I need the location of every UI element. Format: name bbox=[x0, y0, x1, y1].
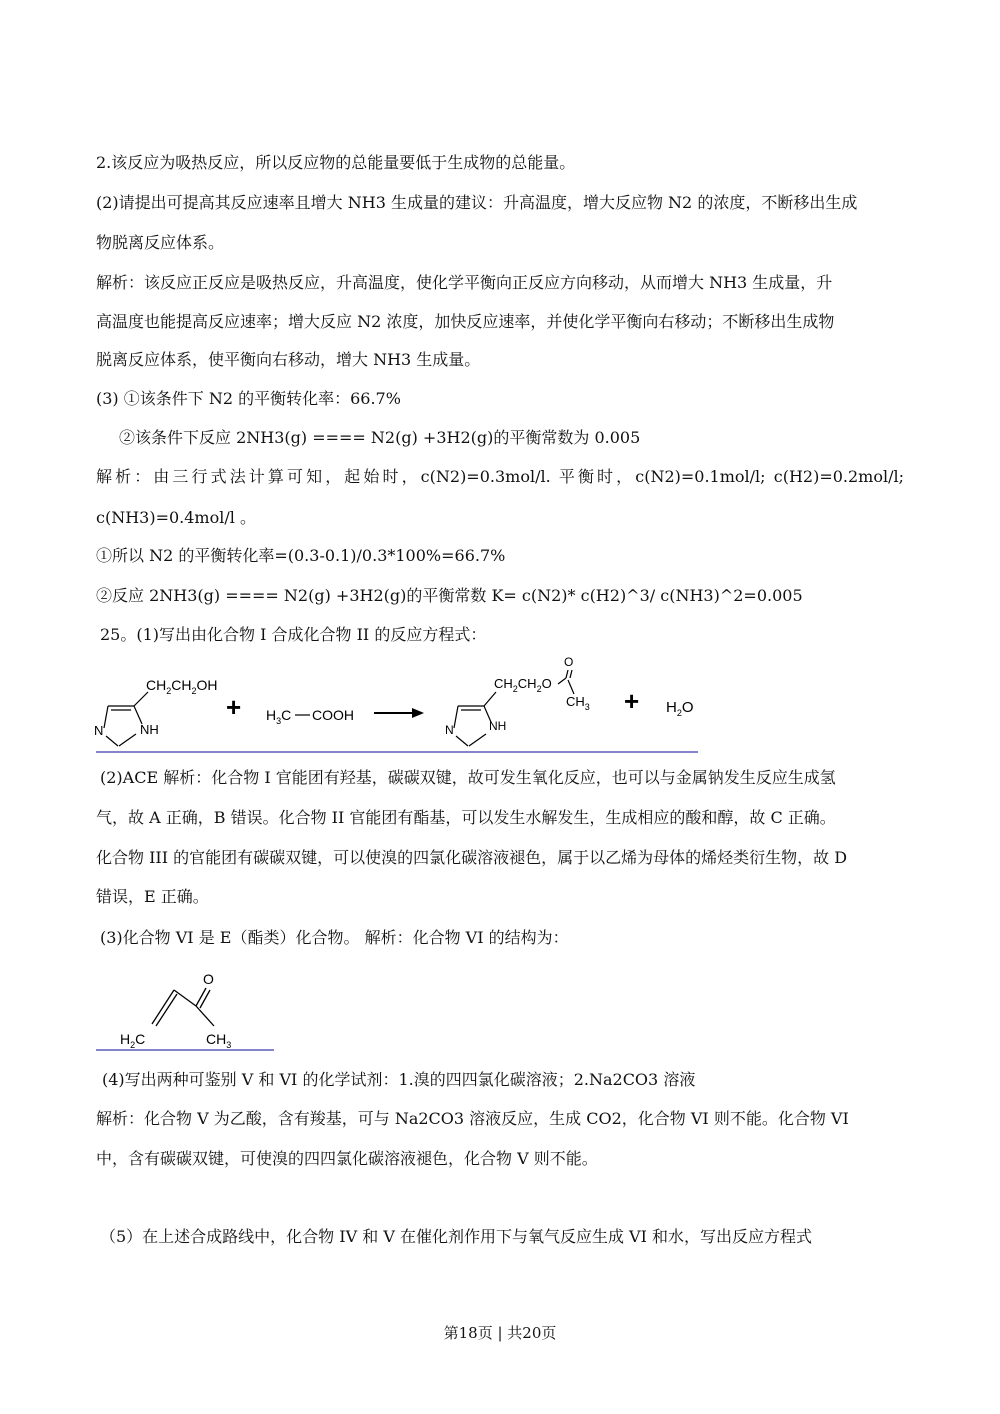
cooh-group: COOH bbox=[312, 707, 354, 723]
text-line: 错误，E 正确。 bbox=[96, 887, 209, 906]
plus-sign: + bbox=[624, 686, 640, 716]
water: $H_2O$ bbox=[666, 699, 694, 718]
ring-nh-label: NH bbox=[140, 722, 159, 737]
text-line: （5）在上述合成路线中，化合物 IV 和 V 在催化剂作用下与氧气反应生成 VI 和水，写出反应方程式 bbox=[100, 1227, 813, 1246]
carbonyl-oxygen: O bbox=[564, 655, 574, 669]
text-line: 解析：化合物 V 为乙酸，含有羧基，可与 Na2CO3 溶液反应，生成 CO2，化合物 VI 则不能。化合物 VI bbox=[96, 1109, 849, 1128]
imidazole-ring bbox=[104, 692, 148, 746]
ester-carbonyl-bonds bbox=[558, 670, 574, 694]
text-line: 解析：由三行式法计算可知，起始时，c(N2)=0.3mol/l. 平衡时，c(N2)=0.1mol/l; c(H2)=0.2mol/l; bbox=[96, 467, 904, 486]
text-line: 气，故 A 正确，B 错误。化合物 II 官能团有酯基，可以发生水解发生，生成相应的酸和醇，故 C 正确。 bbox=[96, 808, 836, 827]
ester-chain: $CH_2CH_2O$ bbox=[494, 676, 552, 694]
text-line: (4)写出两种可鉴别 V 和 VI 的化学试剂：1.溴的四四氯化碳溶液；2.Na2CO3 溶液 bbox=[102, 1070, 696, 1089]
acetic-acid: $H_3C$ bbox=[266, 707, 292, 726]
text-line: 2.该反应为吸热反应，所以反应物的总能量要低于生成物的总能量。 bbox=[96, 153, 576, 172]
skeleton-bonds bbox=[152, 988, 214, 1026]
reaction-arrow bbox=[374, 708, 424, 718]
methyl-group: $CH_3$ bbox=[566, 694, 590, 712]
reaction-equation-figure bbox=[90, 650, 710, 758]
carbonyl-oxygen: O bbox=[203, 971, 214, 987]
compound-vi-structure bbox=[92, 966, 282, 1056]
text-line: 25。(1)写出由化合物 I 合成化合物 II 的反应方程式： bbox=[100, 625, 487, 644]
text-line: ②反应 2NH3(g) ==== N2(g) +3H2(g)的平衡常数 K= c(N2)* c(H2)^3/ c(NH3)^2=0.005 bbox=[96, 586, 803, 605]
ring-n-label: N bbox=[94, 723, 104, 738]
text-line: (2)请提出可提高其反应速率且增大 NH3 生成量的建议：升高温度，增大反应物 N2 的浓度，不断移出生成 bbox=[96, 193, 858, 212]
hydroxyethyl-group: $CH_2CH_2OH$ bbox=[146, 677, 218, 696]
text-line: 化合物 III 的官能团有碳碳双键，可以使溴的四氯化碳溶液褪色，属于以乙烯为母体的烯烃类衍生物，故 D bbox=[96, 848, 848, 867]
product-ring-n-label: N bbox=[445, 723, 454, 737]
page-footer: 第18页 | 共20页 bbox=[443, 1324, 557, 1342]
methyl-group: $CH_3$ bbox=[206, 1031, 232, 1050]
text-line: ②该条件下反应 2NH3(g) ==== N2(g) +3H2(g)的平衡常数为 0.005 bbox=[119, 428, 641, 447]
text-line: 解析：该反应正反应是吸热反应，升高温度，使化学平衡向正反应方向移动，从而增大 NH3 生成量，升 bbox=[96, 273, 833, 292]
text-line: 高温度也能提高反应速率；增大反应 N2 浓度，加快反应速率，并使化学平衡向右移动；不断移出生成物 bbox=[96, 312, 835, 331]
text-line: 脱离反应体系，使平衡向右移动，增大 NH3 生成量。 bbox=[96, 350, 481, 369]
text-line: 中，含有碳碳双键，可使溴的四四氯化碳溶液褪色，化合物 V 则不能。 bbox=[96, 1149, 598, 1168]
text-line: c(NH3)=0.4mol/l 。 bbox=[96, 508, 256, 527]
product-ring-nh-label: NH bbox=[489, 719, 507, 733]
text-line: (2)ACE 解析：化合物 I 官能团有羟基，碳碳双键，故可发生氧化反应，也可以与金属钠发生反应生成氢 bbox=[100, 768, 836, 787]
text-line: 物脱离反应体系。 bbox=[96, 233, 225, 252]
vinyl-group: $H_2C$ bbox=[120, 1031, 146, 1050]
plus-sign: + bbox=[226, 692, 242, 722]
text-line: (3) ①该条件下 N2 的平衡转化率：66.7% bbox=[96, 389, 401, 408]
text-line: ①所以 N2 的平衡转化率=(0.3-0.1)/0.3*100%=66.7% bbox=[96, 546, 506, 565]
text-line: (3)化合物 VI 是 E（酯类）化合物。 解析：化合物 VI 的结构为： bbox=[100, 928, 569, 947]
